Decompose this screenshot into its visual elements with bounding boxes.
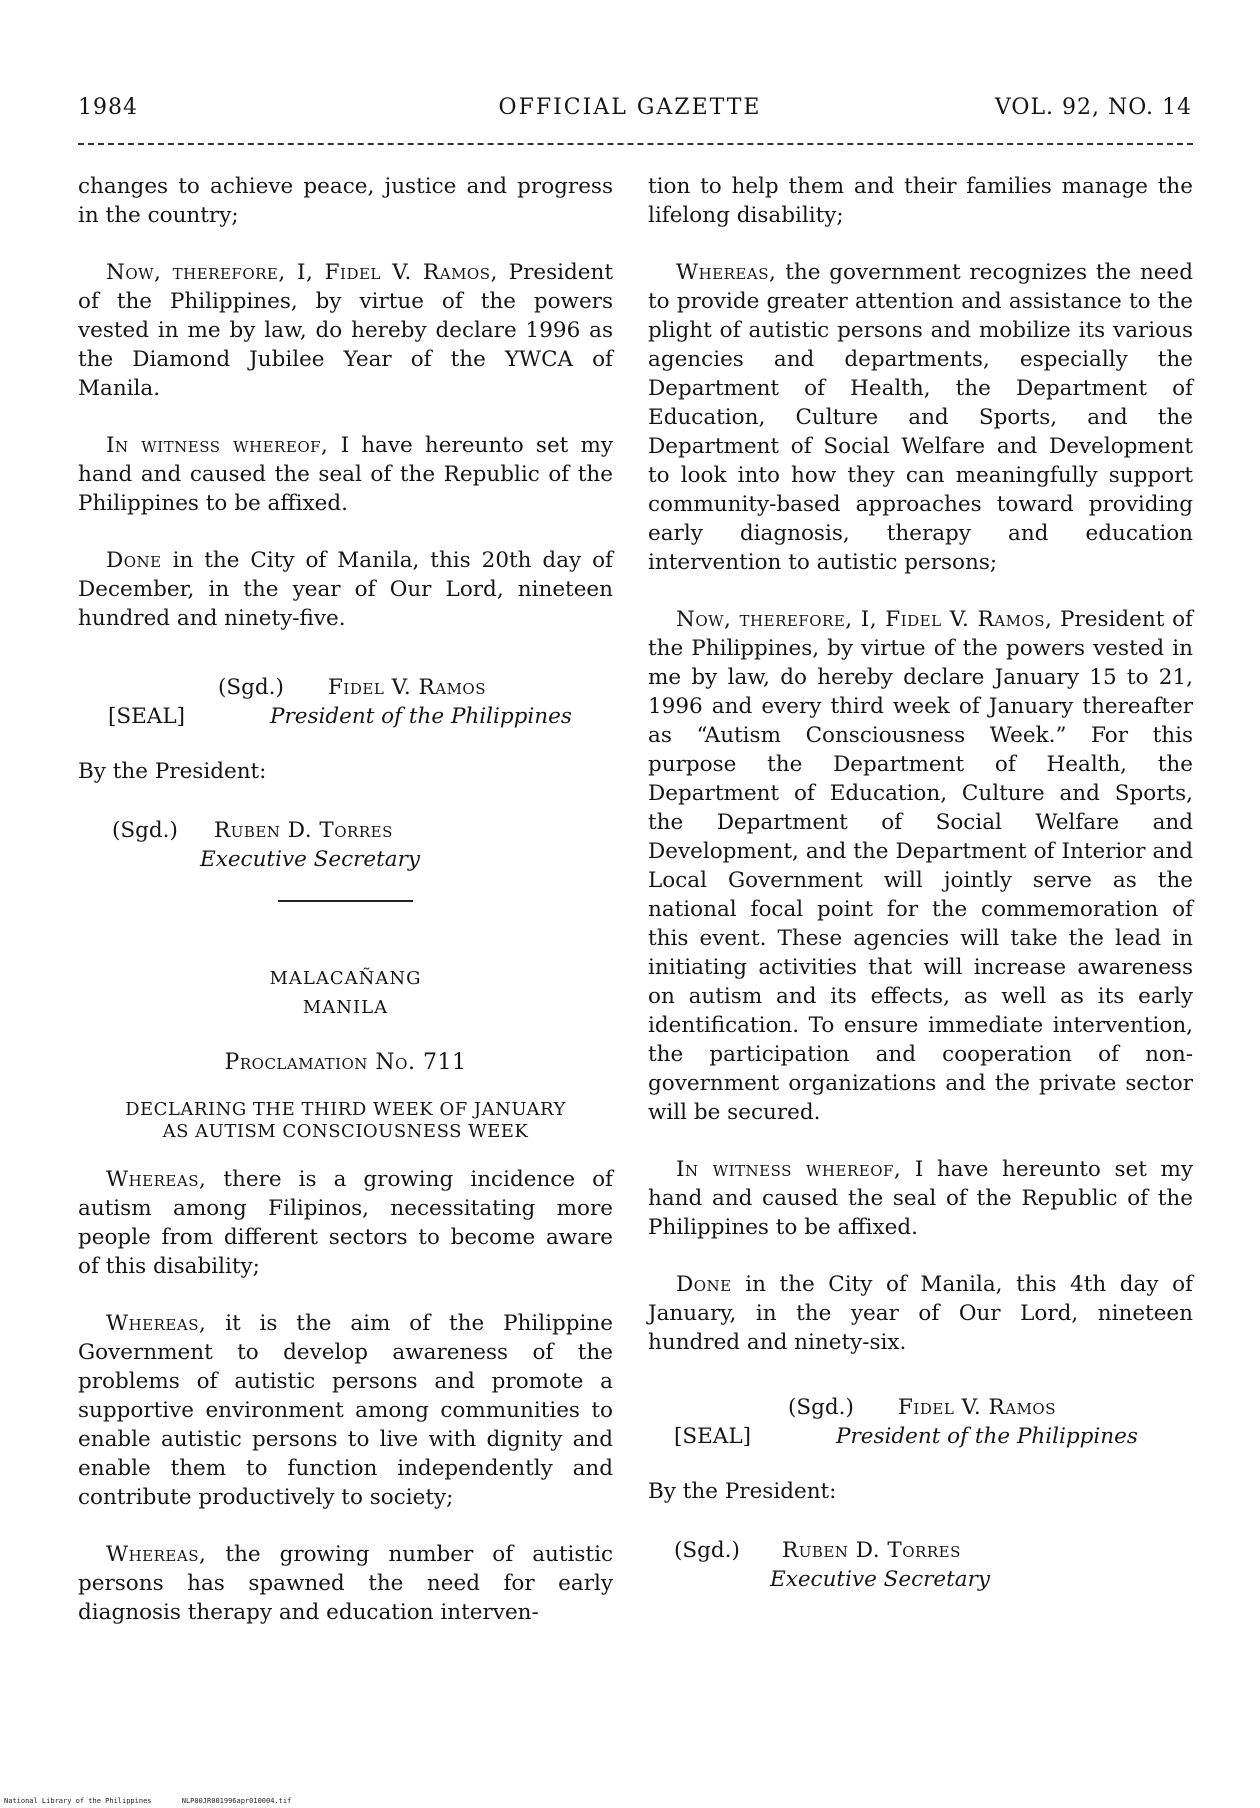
paragraph [648,1155,1193,1242]
signatory-name: Ruben D. Torres [782,1538,961,1563]
whereas-paragraph [78,1540,613,1627]
publication-title: OFFICIAL GAZETTE [498,95,762,120]
paragraph-text: it is the aim of the Philippine Government to develop awareness of the problems of autistic persons and promote a supportive environment among communities to enable autistic persons to live with dignity and enable them to function independently and contribute productively to society; [78,1311,614,1510]
paragraph: tion to help them and their families manage the lifelong disability; [648,174,1193,228]
subject-line: DECLARING THE THIRD WEEK OF JANUARY [125,1099,566,1120]
signatory-name: Fidel V. Ramos [898,1395,1057,1420]
paragraph-lead: Whereas, [106,1167,207,1192]
signed-mark: (Sgd.) [218,675,284,700]
signed-mark: (Sgd.) [112,818,178,843]
paragraph-lead: Now, therefore, I, Fidel V. Ramos, [676,607,1053,632]
scan-footer [4,1797,317,1805]
whereas-paragraph [648,258,1193,577]
page-number: 1984 [78,95,138,120]
paragraph [648,605,1193,1127]
signatory-name: Fidel V. Ramos [328,675,487,700]
paragraph [78,546,613,633]
paragraph-text: I have hereunto set my hand and caused the seal of the Republic of the Philippines to be affixed. [648,1157,1193,1240]
signatory-title: President of the Philippines [270,704,572,729]
whereas-paragraph [78,1165,613,1281]
paragraph [78,258,613,403]
footer-file: NLP00JR001996apr010004.tif [181,1797,292,1805]
paragraph-text: in the City of Manila, this 20th day of December, in the year of Our Lord, nineteen hundred and ninety-five. [78,548,614,631]
paragraph-text: there is a growing incidence of autism among Filipinos, necessitating more people from different sectors to become aware of this disability; [78,1167,614,1279]
paragraph-lead: Done [676,1272,732,1297]
paragraph: changes to achieve peace, justice and progress in the country; [78,174,613,228]
left-column [78,172,613,1655]
paragraph-text: the government recognizes the need to provide greater attention and assistance to the plight of autistic persons and mobilize its various agencies and departments, especially the Department of Health, the Department of Education, Culture and Sports, and the Department of Social Welfare and Development to look into how they can meaningfully support community-based approaches toward providing early diagnosis, therapy and education intervention to autistic persons; [648,260,1193,575]
whereas-paragraph [78,1309,613,1512]
signed-mark: (Sgd.) [788,1395,854,1420]
paragraph-lead: In witness whereof, [676,1157,902,1182]
place-heading: MALACAÑANG [269,968,422,989]
paragraph-text: President of the Philippines, by virtue of the powers vested in me by law, do hereby declare 1996 as the Diamond Jubilee Year of the YWCA of Manila. [78,260,614,401]
paragraph-text: I have hereunto set my hand and caused the seal of the Republic of the Philippines to be affixed. [78,433,614,516]
proclamation-subject [78,1099,613,1143]
by-president: By the President: [648,1479,837,1504]
section-divider [278,900,413,902]
paragraph-text: the growing number of autistic persons has spawned the need for early diagnosis therapy and education interven- [78,1542,613,1625]
seal-mark: [SEAL] [108,704,186,729]
right-column [648,172,1193,1620]
paragraph-lead: Whereas, [106,1311,207,1336]
signed-mark: (Sgd.) [674,1538,740,1563]
paragraph-lead: In witness whereof, [106,433,329,458]
paragraph [648,1270,1193,1357]
proclamation-number: Proclamation No. 711 [224,1050,467,1075]
signatory-title: President of the Philippines [836,1424,1138,1449]
paragraph-lead: Whereas, [676,260,777,285]
subject-line: AS AUTISM CONSCIOUSNESS WEEK [162,1121,529,1142]
signature-block [648,1393,1193,1451]
header-rule [78,143,1193,145]
signature-block [648,1536,1193,1594]
signature-block [78,816,613,874]
signatory-title: Executive Secretary [770,1567,991,1592]
place-subheading: MANILA [302,997,389,1018]
signatory-name: Ruben D. Torres [214,818,393,843]
volume-number: VOL. 92, NO. 14 [994,95,1192,120]
paragraph [78,431,613,518]
seal-mark: [SEAL] [674,1424,752,1449]
paragraph-lead: Done [106,548,162,573]
by-president: By the President: [78,759,267,784]
paragraph-text: President of the Philippines, by virtue of the powers vested in me by law, do hereby declare January 15 to 21, 1996 and every third week of January thereafter as “Autism Consciousness Week.” For this purpose the Department of Health, the Department of Education, Culture and Sports, the Department of Social Welfare and Development, and the Department of Interior and Local Government will jointly serve as the national focal point for the commemoration of this event. These agencies will take the lead in initiating activities that will increase awareness on autism and its effects, as well as its early identification. To ensure immediate intervention, the participation and cooperation of non-government organizations and the private sector will be secured. [648,607,1193,1125]
paragraph-text: in the City of Manila, this 4th day of January, in the year of Our Lord, nineteen hundred and ninety-six. [648,1272,1193,1355]
footer-library: National Library of the Philippines [4,1797,152,1805]
signatory-title: Executive Secretary [200,847,421,872]
paragraph-lead: Whereas, [106,1542,207,1567]
signature-block [78,673,613,731]
paragraph-lead: Now, therefore, I, Fidel V. Ramos, [106,260,498,285]
